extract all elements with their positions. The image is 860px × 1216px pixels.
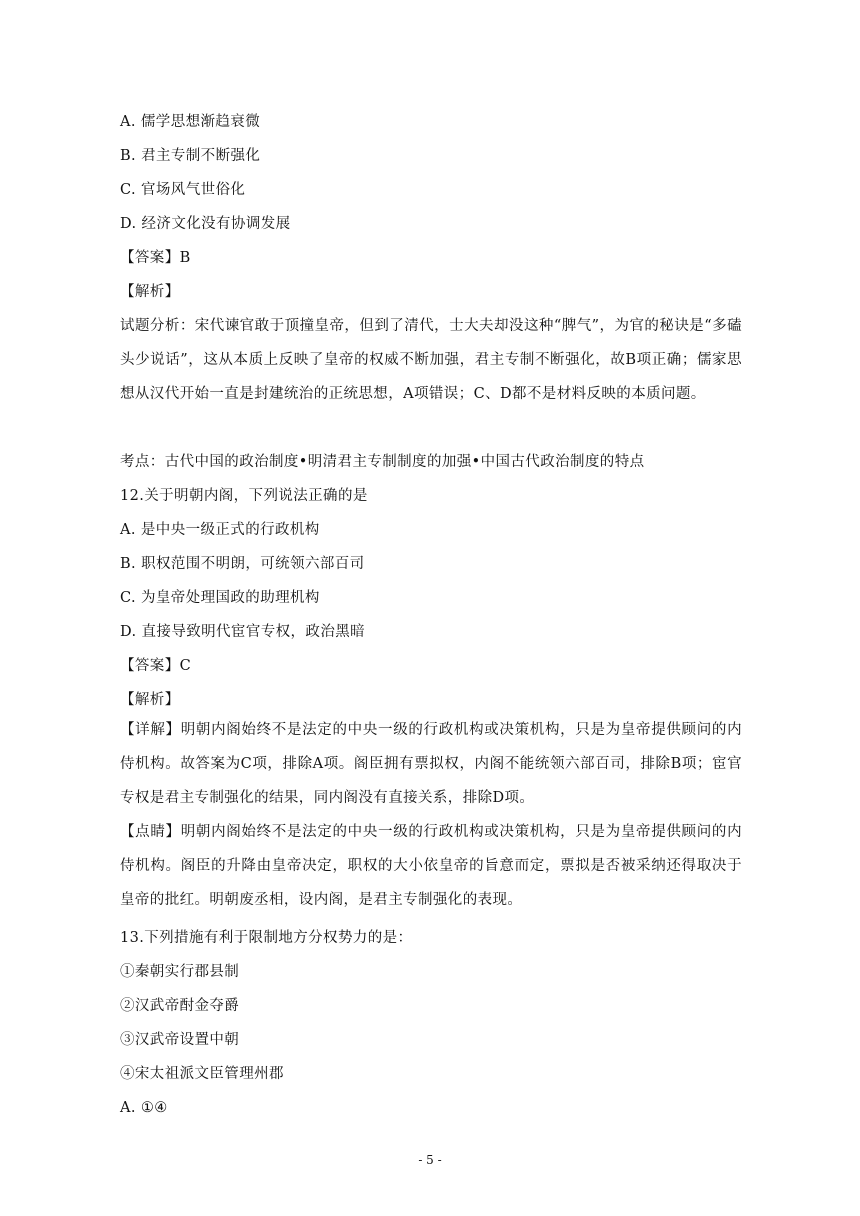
q12-option-d: D. 直接导致明代宦官专权，政治黑暗 [120,624,366,640]
q12-answer: 【答案】C [120,658,192,674]
q13-option-a: A. ①④ [120,1100,168,1116]
q11-kaodian: 考点：古代中国的政治制度•明清君主专制制度的加强•中国古代政治制度的特点 [120,454,645,470]
q12-option-b: B. 职权范围不明朗，可统领六部百司 [120,556,365,572]
q12-option-c: C. 为皇帝处理国政的助理机构 [120,590,320,606]
q13-item-1: ①秦朝实行郡县制 [120,964,240,980]
q11-option-c: C. 官场风气世俗化 [120,182,246,198]
q13-item-4: ④宋太祖派文臣管理州郡 [120,1066,284,1082]
q12-detail: 【详解】明朝内阁始终不是法定的中央一级的行政机构或决策机构，只是为皇帝提供顾问的内侍机构。故答案为C项，排除A项。阁臣拥有票拟权，内阁不能统领六部百司，排除B项；宦官专权是君主专制强化的结果，同内阁没有直接关系，排除D项。 [120,722,742,806]
q13-stem: 13.下列措施有利于限制地方分权势力的是： [120,930,413,946]
q12-stem: 12.关于明朝内阁，下列说法正确的是 [120,488,368,504]
q12-analysis-label: 【解析】 [120,692,180,708]
q12-option-a: A. 是中央一级正式的行政机构 [120,522,320,538]
page-number: - 5 - [418,1153,442,1167]
q11-option-a: A. 儒学思想渐趋衰微 [120,114,261,130]
q11-analysis-label: 【解析】 [120,284,180,300]
q11-option-d: D. 经济文化没有协调发展 [120,216,291,232]
q11-answer: 【答案】B [120,250,191,266]
q11-analysis-text: 试题分析：宋代谏官敢于顶撞皇帝，但到了清代，士大夫却没这种“脾气”，为官的秘诀是“多磕头少说话”，这从本质上反映了皇帝的权威不断加强，君主专制不断强化，故B项正确；儒家思想从汉代开始一直是封建统治的正统思想，A项错误；C、D都不是材料反映的本质问题。 [120,318,742,402]
q12-comment: 【点睛】明朝内阁始终不是法定的中央一级的行政机构或决策机构，只是为皇帝提供顾问的内侍机构。阁臣的升降由皇帝决定，职权的大小依皇帝的旨意而定，票拟是否被采纳还得取决于皇帝的批红。明朝废丞相，设内阁，是君主专制强化的表现。 [120,824,742,908]
q11-option-b: B. 君主专制不断强化 [120,148,261,164]
q13-item-2: ②汉武帝酎金夺爵 [120,998,240,1014]
q13-item-3: ③汉武帝设置中朝 [120,1032,240,1048]
